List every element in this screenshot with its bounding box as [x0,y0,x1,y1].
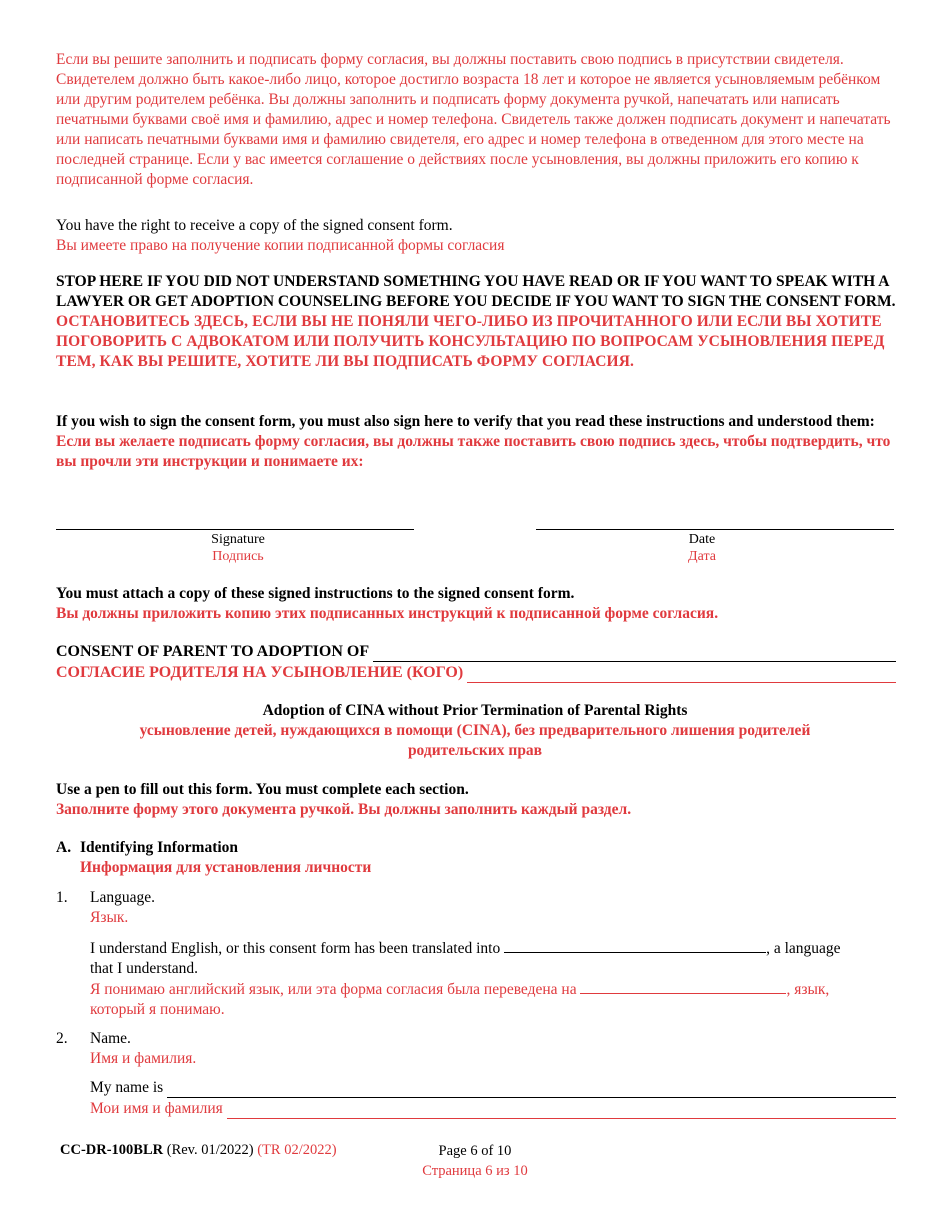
pen-instruction-block [56,780,896,820]
item-2-number: 2. [56,1030,68,1047]
signature-field[interactable] [56,512,414,530]
consent-child-field-ru[interactable] [467,666,896,683]
subtitle-en: Adoption of CINA without Prior Termination of Parental Rights [262,702,688,719]
name-label-en: My name is [90,1079,164,1096]
date-label [530,531,874,565]
pen-instruction-ru: Заполните форму этого документа ручкой. Вы должны заполнить каждый раздел. [56,801,632,818]
date-field[interactable] [536,512,894,530]
date-label-ru: Дата [688,549,716,564]
item-1-title-en: Language. [90,889,155,906]
item-1-text-en [90,938,896,979]
verify-ru: Если вы желаете подписать форму согласия, вы должны также поставить свою подпись здесь, чтобы подтвердить, что вы прочли эти инструкции и понимаете их: [56,433,891,470]
item-1-text-ru [90,979,896,1020]
right-to-copy-ru: Вы имеете право на получение копии подписанной формы согласия [56,237,505,254]
consent-title-en-row [56,641,896,662]
page-number-en: Page 6 of 10 [438,1143,512,1159]
section-a-title-en: Identifying Information [80,839,239,856]
name-label-ru: Мои имя и фамилия [90,1100,223,1117]
signature-label-ru: Подпись [212,549,264,564]
stop-warning-en: STOP HERE IF YOU DID NOT UNDERSTAND SOMETHING YOU HAVE READ OR IF YOU WANT TO SPEAK WITH A LAWYER OR GET ADOPTION COUNSELING BEFORE YOU DECIDE IF YOU WANT TO SIGN THE CONSENT FORM. [56,273,896,310]
item-1-text-en-b: , a language [766,940,841,957]
intro-text-ru: Если вы решите заполнить и подписать форму согласия, вы должны поставить свою подпись в присутствии свидетеля. Свидетелем должно быть какое-либо лицо, которое достигло возраста 18 лет и которое не является усыновляемым ребёнком или другим родителем ребёнка. Вы должны заполнить и подписать форму документа ручкой, напечатать или написать печатными буквами своё имя и фамилию, адрес и номер телефона. Свидетель также должен подписать документ и напечатать или написать печатными буквами имя и фамилию свидетеля, его адрес и номер телефона в отведенном для этого месте на последней странице. Если у вас имеется соглашение о действиях после усыновления, вы должны приложить его копию к подписанной форме согласия. [56,51,891,188]
item-1-text-ru-b: , язык, [786,981,830,998]
stop-warning-block [56,272,896,372]
footer-form-id [60,1140,337,1160]
attach-ru: Вы должны приложить копию этих подписанных инструкций к подписанной форме согласия. [56,605,719,622]
item-2-block [90,1029,896,1069]
right-to-copy-en: You have the right to receive a copy of the signed consent form. [56,217,453,234]
item-1-text-ru-c: который я понимаю. [90,1001,225,1018]
stop-warning-ru: ОСТАНОВИТЕСЬ ЗДЕСЬ, ЕСЛИ ВЫ НЕ ПОНЯЛИ ЧЕГО-ЛИБО ИЗ ПРОЧИТАННОГО ИЛИ ЕСЛИ ВЫ ХОТИТЕ ПОГОВОРИТЬ С АДВОКАТОМ ИЛИ ПОЛУЧИТЬ КОНСУЛЬТАЦИЮ ПО ВОПРОСАМ УСЫНОВЛЕНИЯ ПЕРЕД ТЕМ, КАК ВЫ РЕШИТЕ, ХОТИТЕ ЛИ ВЫ ПОДПИСАТЬ ФОРМУ СОГЛАСИЯ. [56,313,885,370]
right-to-copy-block [56,216,896,256]
attach-en: You must attach a copy of these signed instructions to the signed consent form. [56,585,575,602]
signature-label-en: Signature [211,532,265,547]
form-rev: (Rev. 01/2022) [166,1142,254,1158]
consent-title-ru: СОГЛАСИЕ РОДИТЕЛЯ НА УСЫНОВЛЕНИЕ (КОГО) [56,664,464,681]
page-number-ru: Страница 6 из 10 [422,1163,528,1179]
name-row-ru [90,1099,896,1119]
item-1-title-ru: Язык. [90,909,129,926]
section-a-letter: A. [56,839,72,856]
subtitle-ru: усыновление детей, нуждающихся в помощи (CINA), без предварительного лишения родителей родительских прав [139,722,811,759]
form-tr: (TR 02/2022) [257,1142,337,1158]
verify-en: If you wish to sign the consent form, you must also sign here to verify that you read these instructions and understood them: [56,413,875,430]
name-field[interactable] [167,1082,896,1098]
intro-paragraph-ru [56,50,896,190]
section-a-heading [56,838,371,878]
item-1-text-en-c: that I understand. [90,960,199,977]
item-1-text-ru-a: Я понимаю английский язык, или эта форма согласия была переведена на [90,981,577,998]
verify-block [56,412,896,472]
name-field-ru[interactable] [227,1103,896,1119]
pen-instruction-en: Use a pen to fill out this form. You must complete each section. [56,781,469,798]
item-1-text-en-a: I understand English, or this consent form has been translated into [90,940,501,957]
consent-title-ru-row [56,662,896,683]
footer-page [400,1141,550,1181]
section-a-title-ru: Информация для установления личности [80,859,372,876]
attach-block [56,584,896,624]
consent-title-en: CONSENT OF PARENT TO ADOPTION OF [56,643,370,660]
item-1-number: 1. [56,889,68,906]
item-2-title-ru: Имя и фамилия. [90,1050,197,1067]
item-2-title-en: Name. [90,1030,131,1047]
name-row-en [90,1078,896,1098]
signature-label [56,531,420,565]
language-field[interactable] [504,938,766,953]
date-label-en: Date [688,532,716,547]
item-1-block [90,888,896,928]
consent-child-field[interactable] [373,645,896,662]
language-field-ru[interactable] [580,979,786,994]
form-id: CC-DR-100BLR [60,1142,164,1158]
subtitle-block [90,701,860,761]
